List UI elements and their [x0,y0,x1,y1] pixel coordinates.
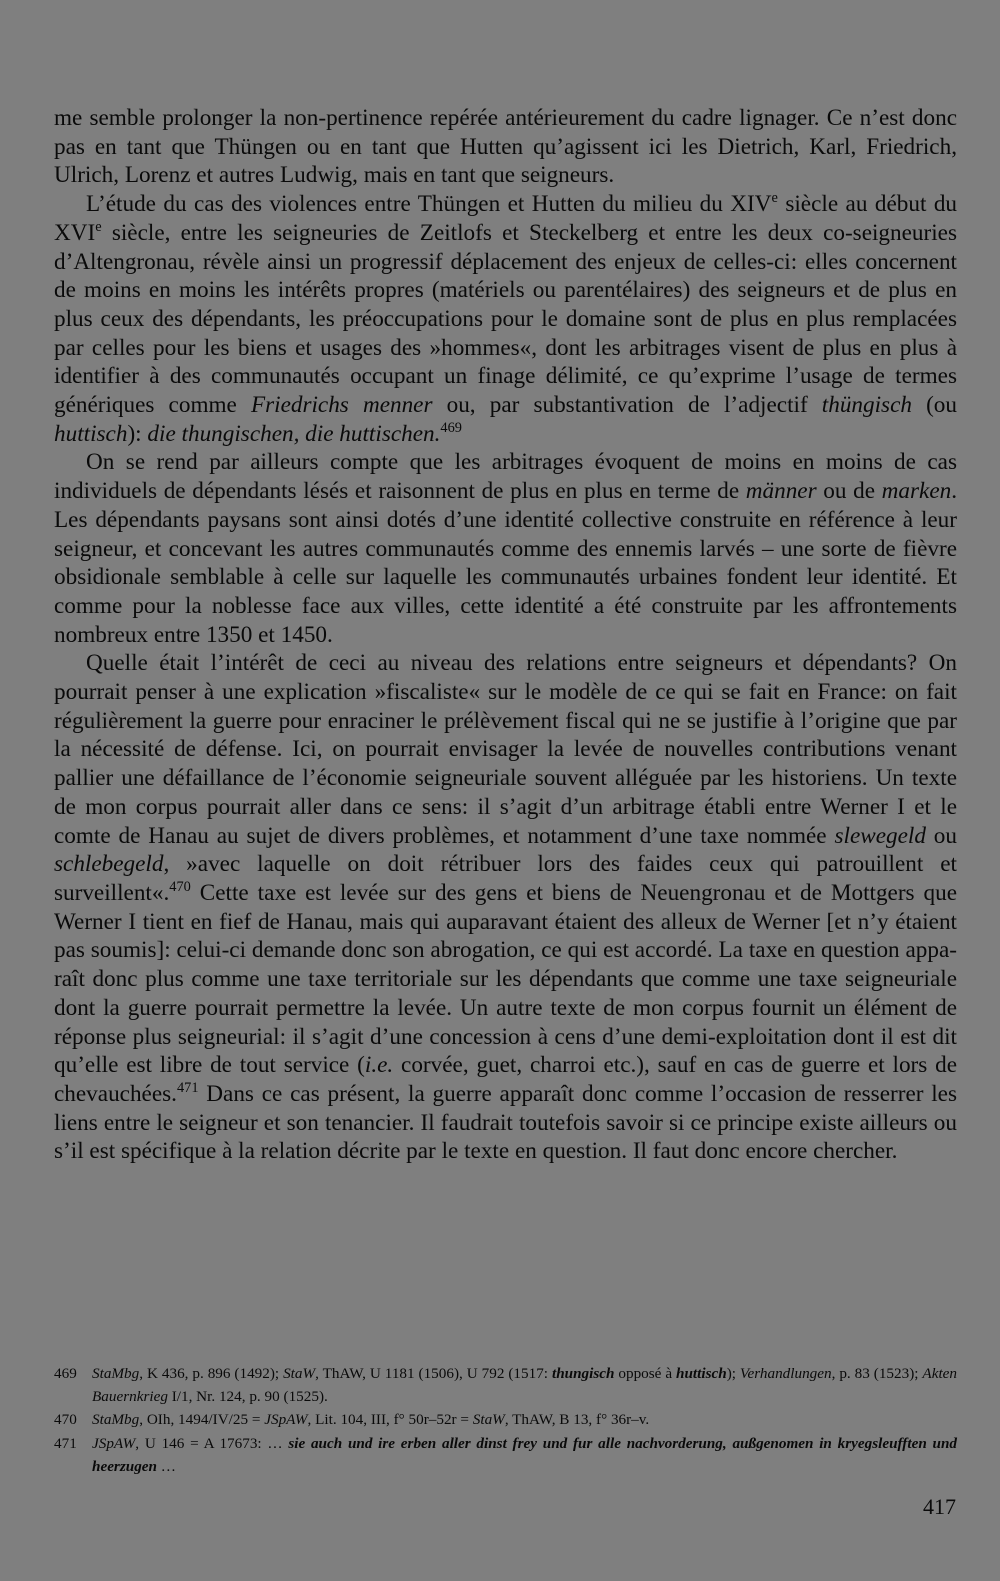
paragraph-4-text: corvée, guet, charroi etc.), sauf en cas de guerre et lors de chevauchées. [54,1052,957,1107]
footnote-text: … [156,1457,176,1475]
footnote-source: Verhandlungen [739,1365,832,1382]
footnote-text: I/1, Nr. 124, p. 90 (1525). [167,1388,328,1406]
italic-term: huttisch [54,420,128,447]
footnotes [54,1362,957,1478]
footnote-text: , ThAW, B 13, f° 36r–v. [504,1411,650,1429]
italic-term: männer [745,478,817,505]
italic-term: schlebegeld [54,851,164,878]
footnote-number: 469 [54,1365,77,1382]
footnote-471 [54,1432,957,1478]
paragraph-2-text: (ou [911,392,957,419]
footnote-text: , U 146 = A 17673: … [135,1434,289,1452]
paragraph-3-text: . Les dépendants paysans sont ainsi dotés d’une identité collective construite en référence à leur seigneur, et concevant les autres communautés comme des ennemis larvés – une sorte de fièvre obsidionale semblable à celle sur laquelle les communautés urbaines fondent leur identité. Et comme pour la noblesse face aux villes, cette identité a été construite par les affrontements nombreux entre 1350 et 1450. [54,478,958,648]
footnote-number: 471 [54,1434,77,1452]
page-number: 417 [923,1494,956,1519]
paragraph-3-text: On se rend par ailleurs compte que les arbitrages évoquent de moins en moins de cas individuels de dépendants lésés et raisonnent de plus en plus en terme de [54,449,957,505]
italic-term: marken [881,478,952,505]
paragraph-2-text: siècle au début du XVI [54,191,958,246]
footnote-text: ); [726,1365,740,1382]
italic-term: thüngisch [821,392,912,419]
footnote-text: , Lit. 104, III, f° 50r–52r = [307,1411,473,1429]
footnote-number: 470 [54,1411,77,1429]
footnote-text: opposé à [614,1365,677,1382]
footnote-469 [54,1362,957,1408]
italic-term: Friedrichs menner [250,392,433,419]
paragraph-2-text: siècle, entre les seigneuries de Zeitlofs et Steckelberg et entre les deux co-seigneuries d’Altengronau, révèle ainsi un progressif déplacement des enjeux de celles-ci: elles concernent de moins en moins les intérêts propres (matériels ou parentélaires) des seigneurs et de plus en plus ceux des dépendants, les préoccupations pour le domaine sont de plus en plus remplacées par celles pour les biens et usages des »hommes«, dont les arbitrages visent de plus en plus à identifier à des communautés occupant un finage délimité, ce qu’exprime l’usage de termes génériques comme [54,219,957,419]
footnote-text: , p. 83 (1523); [831,1365,923,1382]
footnote-text: , ThAW, U 1181 (1506), U 792 (1517: [315,1365,552,1382]
paragraph-2-text: ): [127,420,148,447]
century-superscript: e [771,190,778,207]
paragraph-4-text: , »avec laquelle on doit rétribuer lors des faides ceux qui patrouillent et surveillent«. [54,851,957,906]
paragraph-1-text: me semble prolonger la non-pertinence repérée antérieurement du cadre lignager. Ce n’est donc pas en tant que Thüngen ou en tant que Hutten qu’agissent ici les Dietrich, Karl, Friedrich, Ulrich, Lorenz et autres Ludwig, mais en tant que seigneurs. [54,105,957,189]
footnote-term: thungisch [551,1365,615,1382]
paragraph-3 [54,448,957,649]
footnote-ref: 470 [169,879,191,896]
body-text [54,104,957,1166]
footnote-term: huttisch [676,1365,727,1382]
paragraph-4-text: Cette taxe est levée sur des gens et biens de Neuengronau et de Mottgers que Werner I tient en fief de Hanau, mais qui auparavant étaient des alleux de Werner [et n’y étaient pas soumis]: celui-ci demande donc son abrogation, ce qui est accordé. La taxe en question apparaît donc plus comme une taxe territoriale sur les dépendants que comme une taxe seigneuriale dont la guerre pourrait permettre la levée. Un autre texte de mon corpus fournit un élément de réponse plus seigneurial: il s’agit d’une concession à cens d’une demi-exploitation dont il est dit qu’elle est libre de tout service ( [54,879,957,1079]
paragraph-4-text: ou [925,822,957,849]
italic-term: slewegeld [834,822,926,849]
footnote-source: StaMbg [92,1411,140,1429]
footnote-ref: 469 [440,419,462,436]
paragraph-4-text: Quelle était l’intérêt de ceci au niveau des relations entre seigneurs et dépendants? On pourrait penser à une explication »fiscaliste« sur le modèle de ce qui se fait en France: on fait régulièrement la guerre pour enraciner le prélèvement fiscal qui ne se justifie à l’origine que par la nécessité de défense. Ici, on pourrait envisager la levée de nouvelles contributions venant pallier une défaillance de l’économie seigneuriale souvent alléguée par les historiens. Un texte de mon corpus pourrait aller dans ce sens: il s’agit d’un arbitrage établi entre Werner I et le comte de Hanau au sujet de divers problèmes, et notamment d’une taxe nommée [54,650,957,849]
footnote-source: StaW [283,1365,316,1382]
paragraph-1 [54,104,957,190]
footnote-source: StaW [472,1411,505,1429]
century-superscript: e [95,218,102,235]
italic-term: i.e. [364,1052,394,1079]
footnote-470 [54,1408,957,1431]
footnote-text: , OIh, 1494/IV/25 = [139,1411,265,1429]
footnote-source: Akten Bauernkrieg [92,1365,957,1406]
footnote-quote: sie auch und ire erben aller dinst frey und fur alle nachvorderung, außgenomen in kryegsleufften und heerzugen [92,1434,958,1475]
paragraph-2-text: L’étude du cas des violences entre Thüngen et Hutten du milieu du XIV [86,191,772,218]
paragraph-4-text: Dans ce cas présent, la guerre apparaît donc comme l’occasion de resserrer les liens entre le seigneur et son tenancier. Il faudrait toutefois savoir si ce principe existe ailleurs ou s’il est spécifique à la relation décrite par le texte en question. Il faut donc encore chercher. [54,1080,957,1165]
footnote-source: JSpAW [92,1434,136,1452]
footnote-ref: 471 [176,1080,199,1096]
italic-term: die thungischen, die huttischen. [147,420,441,447]
paragraph-2 [54,190,957,448]
paragraph-3-text: ou de [816,478,882,505]
paragraph-4 [54,649,957,1166]
footnote-source: JSpAW [264,1411,308,1429]
footnote-text: , K 436, p. 896 (1492); [139,1365,284,1382]
paragraph-2-text: ou, par substantivation de l’adjectif [432,392,822,419]
footnote-source: StaMbg [92,1365,140,1382]
